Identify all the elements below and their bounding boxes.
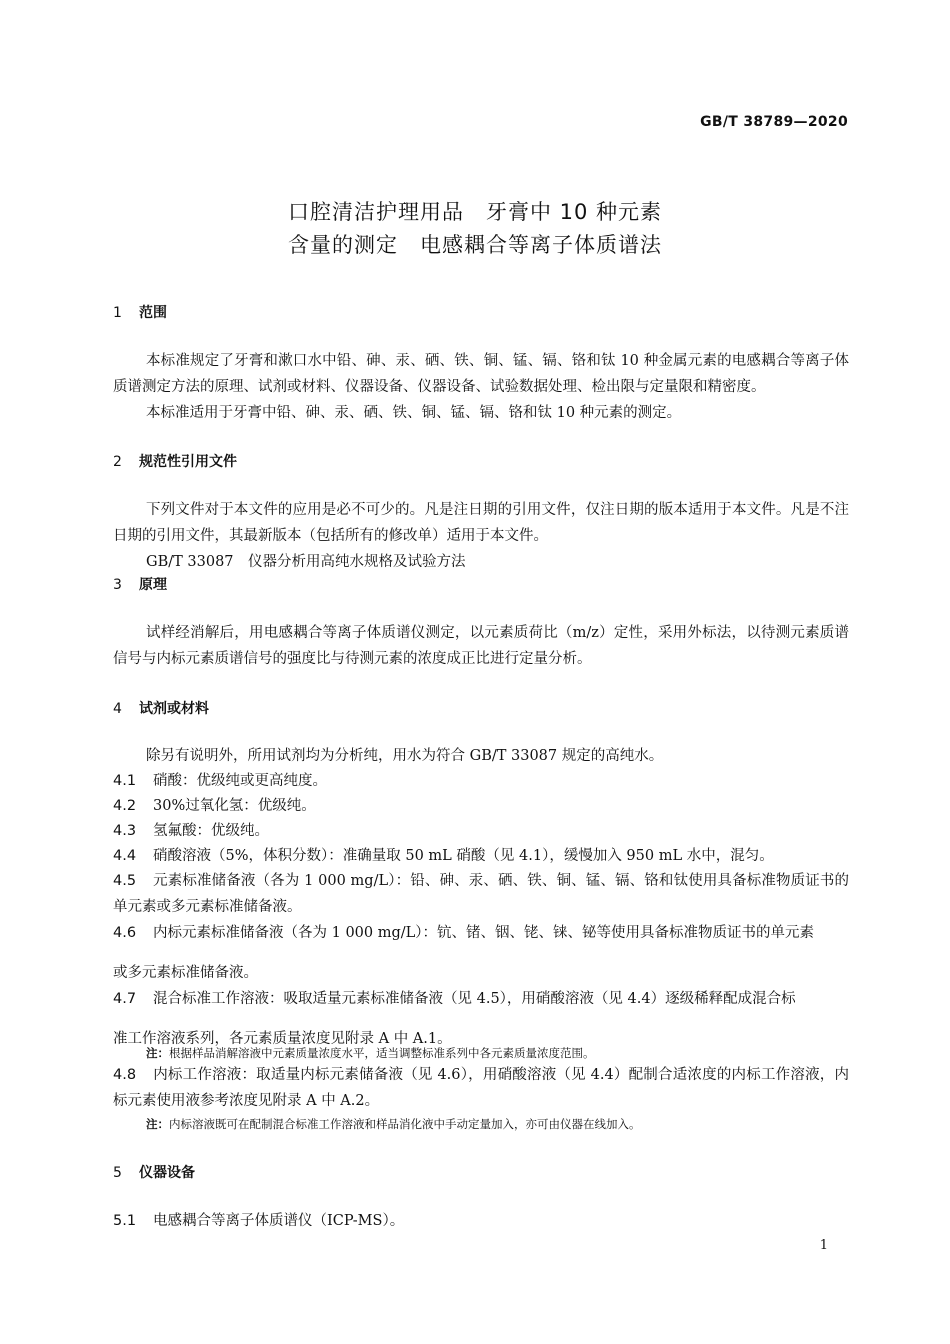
document-title-line2: 含量的测定 电感耦合等离子体质谱法 [288,233,662,257]
item-number: 4.5 [113,873,137,889]
section-number: 3 [113,577,122,593]
section-title: 仪器设备 [139,1165,195,1181]
section-title: 试剂或材料 [139,701,209,717]
item-4-7-continued: 准工作溶液系列，各元素质量浓度见附录 A 中 A.1。 [113,1031,452,1047]
item-number: 4.4 [113,848,137,864]
item-4-2 [113,793,849,819]
item-text: 电感耦合等离子体质谱仪（ICP-MS）。 [153,1213,405,1229]
item-4-8 [113,1062,849,1114]
item-5-1 [113,1208,849,1234]
item-4-6-continued: 或多元素标准储备液。 [113,965,258,981]
item-text: 内标元素标准储备液（各为 1 000 mg/L）：钪、锗、铟、铑、铼、铋等使用具备标准物质证书的单元素 [153,925,815,941]
note-1 [146,1045,595,1061]
item-4-4 [113,843,849,869]
section-title: 规范性引用文件 [139,454,237,470]
item-text: 氢氟酸：优级纯。 [153,823,269,839]
section-number: 1 [113,305,122,321]
note-label: 注： [146,1046,169,1060]
section-title: 范围 [139,305,167,321]
document-title-line1: 口腔清洁护理用品 牙膏中 10 种元素 [287,200,663,224]
section-3-heading [113,574,167,594]
section-1-paragraph-1: 本标准规定了牙膏和漱口水中铅、砷、汞、硒、铁、铜、锰、镉、铬和钛 10 种金属元素的电感耦合等离子体质谱测定方法的原理、试剂或材料、仪器设备、仪器设备、试验数据处理、检出限与定量限和精密度。 [113,353,849,395]
standard-number: GB/T 38789—2020 [700,114,848,130]
item-text: 内标工作溶液：取适量内标元素储备液（见 4.6），用硝酸溶液（见 4.4）配制合适浓度的内标工作溶液，内标元素使用液参考浓度见附录 A 中 A.2。 [113,1067,849,1109]
item-text: 30%过氧化氢：优级纯。 [153,798,316,814]
note-label: 注： [146,1117,169,1131]
item-number: 4.1 [113,773,137,789]
section-title: 原理 [139,577,167,593]
item-number: 4.7 [113,991,137,1007]
section-4-heading [113,698,209,718]
section-2-heading [113,451,237,471]
item-text: 元素标准储备液（各为 1 000 mg/L）：铅、砷、汞、硒、铁、铜、锰、镉、铬和钛使用具备标准物质证书的单元素或多元素标准储备液。 [113,873,849,915]
note-text: 内标溶液既可在配制混合标准工作溶液和样品消化液中手动定量加入，亦可由仪器在线加入。 [169,1117,641,1131]
section-1-heading [113,302,167,322]
item-4-1 [113,768,849,794]
item-number: 5.1 [113,1213,137,1229]
note-text: 根据样品消解溶液中元素质量浓度水平，适当调整标准系列中各元素质量浓度范围。 [169,1046,595,1060]
section-5-heading [113,1162,195,1182]
item-4-7 [113,986,849,1012]
item-number: 4.6 [113,925,137,941]
item-number: 4.2 [113,798,137,814]
section-number: 5 [113,1165,122,1181]
section-3-paragraph-1: 试样经消解后，用电感耦合等离子体质谱仪测定，以元素质荷比（m/z）定性，采用外标法，以待测元素质谱信号与内标元素质谱信号的强度比与待测元素的浓度成正比进行定量分析。 [113,625,849,667]
section-4-intro: 除另有说明外，所用试剂均为分析纯，用水为符合 GB/T 33087 规定的高纯水。 [146,748,664,764]
note-2 [146,1116,641,1132]
page-number: 1 [819,1238,828,1253]
item-number: 4.8 [113,1067,137,1083]
normative-reference: GB/T 33087 仪器分析用高纯水规格及试验方法 [146,554,466,570]
section-number: 2 [113,454,122,470]
section-number: 4 [113,701,122,717]
section-2-paragraph-1: 下列文件对于本文件的应用是必不可少的。凡是注日期的引用文件，仅注日期的版本适用于本文件。凡是不注日期的引用文件，其最新版本（包括所有的修改单）适用于本文件。 [113,502,849,544]
item-4-6 [113,920,849,946]
item-number: 4.3 [113,823,137,839]
item-text: 混合标准工作溶液：吸取适量元素标准储备液（见 4.5），用硝酸溶液（见 4.4）逐级稀释配成混合标 [153,991,796,1007]
item-text: 硝酸溶液（5%，体积分数）：准确量取 50 mL 硝酸（见 4.1），缓慢加入 950 mL 水中，混匀。 [153,848,774,864]
item-4-5 [113,868,849,920]
item-4-3 [113,818,849,844]
item-text: 硝酸：优级纯或更高纯度。 [153,773,327,789]
section-1-paragraph-2: 本标准适用于牙膏中铅、砷、汞、硒、铁、铜、锰、镉、铬和钛 10 种元素的测定。 [146,405,682,421]
